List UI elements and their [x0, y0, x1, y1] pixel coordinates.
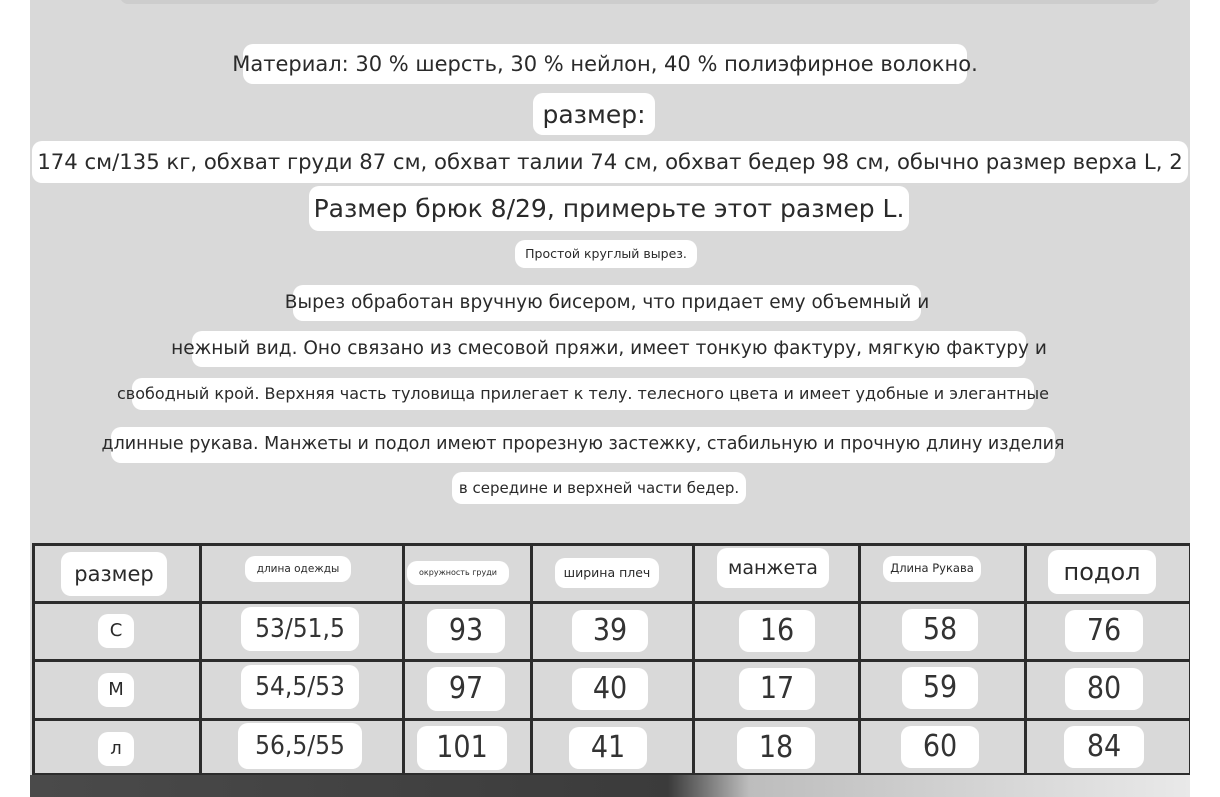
- description-line-2: нежный вид. Оно связано из смесовой пряжи, имеет тонкую фактуру, мягкую фактуру и: [192, 331, 1026, 367]
- size-heading: размер:: [533, 93, 655, 135]
- sleeve-length-value: 60: [901, 726, 979, 768]
- cuff-value: 18: [737, 727, 815, 769]
- table-row-size-label: л: [98, 732, 134, 766]
- description-line-5: в середине и верхней части бедер.: [452, 472, 746, 504]
- header-chest: окружность груди: [407, 561, 509, 585]
- hem-value: 80: [1065, 668, 1143, 710]
- shoulder-value: 40: [572, 668, 648, 710]
- model-measurements-line: 174 см/135 кг, обхват груди 87 см, обхват талии 74 см, обхват бедер 98 см, обычно размер верха L, 2: [32, 141, 1188, 183]
- cuff-value: 16: [739, 610, 815, 652]
- garment-length-value: 53/51,5: [241, 607, 359, 651]
- hem-value: 84: [1064, 726, 1144, 768]
- table-row-size-label: С: [98, 614, 134, 648]
- pants-size-line: Размер брюк 8/29, примерьте этот размер L.: [309, 186, 909, 231]
- cuff-value: 17: [739, 668, 815, 710]
- header-size: размер: [61, 552, 167, 596]
- description-line-3: свободный крой. Верхняя часть туловища прилегает к телу. телесного цвета и имеет удобные и элегантные: [132, 378, 1034, 410]
- chest-value: 97: [427, 667, 505, 711]
- shoulder-value: 41: [569, 727, 647, 769]
- hem-value: 76: [1065, 610, 1143, 652]
- neckline-text: Простой круглый вырез.: [515, 240, 697, 268]
- description-line-4: длинные рукава. Манжеты и подол имеют прорезную застежку, стабильную и прочную длину изделия: [111, 427, 1055, 463]
- header-garment-length: длина одежды: [245, 556, 351, 582]
- garment-length-value: 56,5/55: [238, 723, 362, 769]
- material-text: Материал: 30 % шерсть, 30 % нейлон, 40 % полиэфирное волокно.: [243, 44, 967, 84]
- shoulder-value: 39: [572, 610, 648, 652]
- table-row-size-label: М: [98, 673, 134, 707]
- sleeve-length-value: 58: [902, 609, 978, 651]
- bottom-photo-edge: [30, 775, 1190, 797]
- chest-value: 101: [417, 726, 507, 770]
- garment-length-value: 54,5/53: [241, 665, 359, 709]
- chest-value: 93: [427, 609, 505, 653]
- header-cuff: манжета: [717, 548, 829, 588]
- header-hem: подол: [1048, 550, 1156, 594]
- top-image-edge: [120, 0, 1160, 4]
- product-description-panel: [30, 0, 1190, 797]
- description-line-1: Вырез обработан вручную бисером, что придает ему объемный и: [293, 285, 921, 321]
- header-sleeve-length: Длина Рукава: [883, 556, 981, 582]
- sleeve-length-value: 59: [902, 667, 978, 709]
- header-shoulder-width: ширина плеч: [555, 558, 659, 588]
- size-table: [32, 543, 1190, 776]
